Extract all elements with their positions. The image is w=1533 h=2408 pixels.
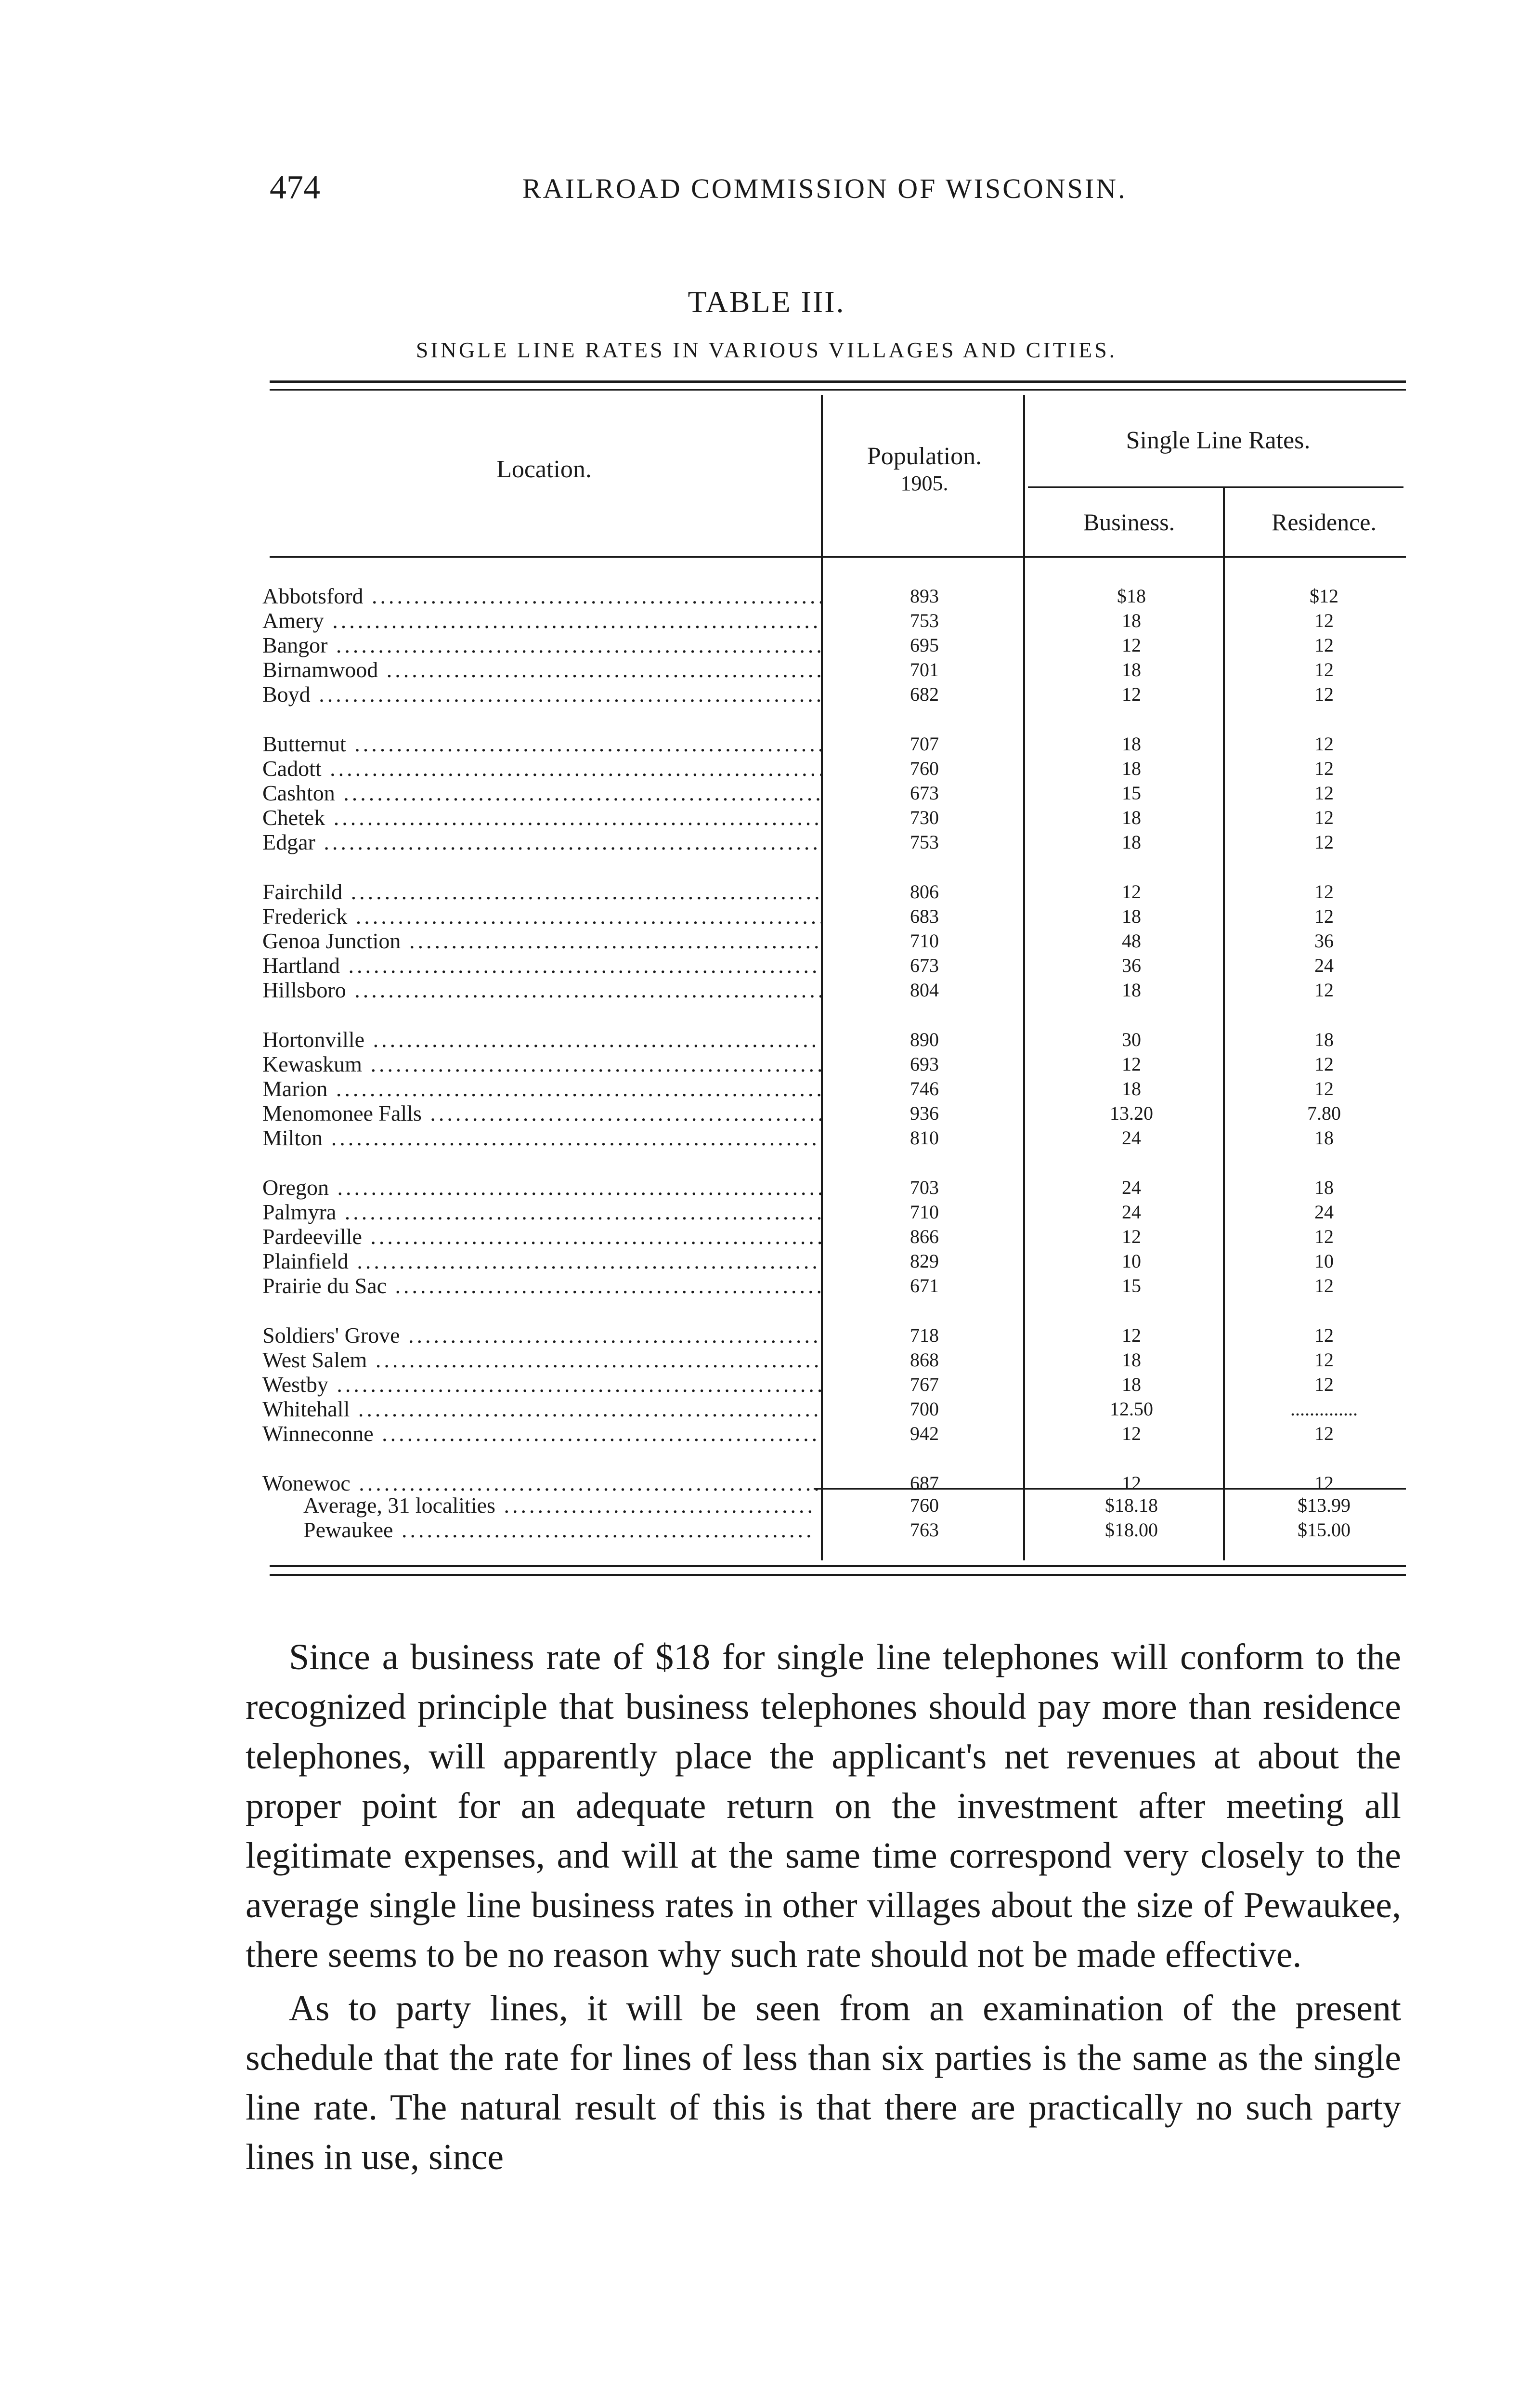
business-rate-cell: 18 [1122, 1349, 1141, 1371]
row-group [0, 1471, 1533, 1495]
business-rate-cell: 18 [1122, 807, 1141, 828]
location-cell: Cashton ..... [262, 781, 821, 805]
location-cell: Bangor ..... [262, 633, 821, 657]
table-row [0, 1175, 1533, 1200]
residence-rate-cell: 7.80 [1307, 1102, 1341, 1124]
population-cell: 893 [910, 585, 939, 607]
residence-rate-cell: $13.99 [1298, 1494, 1351, 1516]
table-row [0, 1421, 1533, 1446]
location-cell: Butternut ..... [262, 732, 821, 756]
business-rate-cell: 18 [1122, 831, 1141, 853]
table-row [0, 904, 1533, 929]
table-row [0, 805, 1533, 830]
residence-rate-cell: 12 [1314, 1053, 1334, 1075]
location-cell: Amery ..... [262, 608, 821, 633]
table-top-rule-2 [270, 389, 1406, 391]
table-row [0, 1273, 1533, 1298]
table-bottom-rule [270, 1565, 1406, 1567]
table-row [0, 1101, 1533, 1125]
table-row [0, 732, 1533, 756]
table-row [0, 953, 1533, 978]
summary-row [0, 1493, 1533, 1518]
business-rate-cell: 24 [1122, 1177, 1141, 1198]
population-cell: 710 [910, 930, 939, 952]
location-cell: Hillsboro ..... [262, 978, 821, 1002]
population-cell: 673 [910, 782, 939, 804]
business-rate-cell: 15 [1122, 782, 1141, 804]
table-row [0, 1372, 1533, 1397]
table-body [0, 584, 1533, 1495]
row-group [0, 879, 1533, 1002]
business-rate-cell: 18 [1122, 905, 1141, 927]
residence-rate-cell: 12 [1314, 610, 1334, 631]
residence-rate-cell: 12 [1314, 1324, 1334, 1346]
residence-rate-cell: 10 [1314, 1250, 1334, 1272]
location-cell: Birnamwood ..... [262, 657, 821, 682]
page-number: 474 [270, 169, 320, 206]
table-row [0, 1027, 1533, 1052]
location-cell: Fairchild ..... [262, 879, 821, 904]
residence-rate-cell: 12 [1314, 807, 1334, 828]
business-rate-cell: 18 [1122, 733, 1141, 755]
residence-rate-cell: 12 [1314, 979, 1334, 1001]
population-cell: 701 [910, 659, 939, 681]
residence-rate-cell: 12 [1314, 1374, 1334, 1395]
location-cell: Hortonville ..... [262, 1027, 821, 1052]
location-cell: Hartland ..... [262, 953, 821, 978]
location-cell: Soldiers' Grove ..... [262, 1323, 821, 1348]
header-population-year: 1905. [900, 471, 948, 495]
business-rate-cell: 30 [1122, 1029, 1141, 1050]
residence-rate-cell: $15.00 [1298, 1519, 1351, 1541]
table-title: TABLE III. [688, 285, 845, 319]
population-cell: 763 [910, 1519, 939, 1541]
location-cell: Chetek ..... [262, 805, 821, 830]
business-rate-cell: 12 [1122, 683, 1141, 705]
business-rate-cell: 18 [1122, 1374, 1141, 1395]
population-cell: 682 [910, 683, 939, 705]
table-row [0, 1323, 1533, 1348]
residence-rate-cell: 12 [1314, 758, 1334, 779]
paragraph: Since a business rate of $18 for single line telephones will conform to the recognized principle that business telephones should pay more than residence telephones, will apparently place the applicant's net revenues at about the proper point for an adequate return on the investment after meeting all legitimate expenses, and will at the same time correspond very closely to the average single line business rates in other villages about the size of Pewaukee, there seems to be no reason why such rate should not be made effective. [246, 1637, 1401, 1975]
population-cell: 693 [910, 1053, 939, 1075]
residence-rate-cell: 18 [1314, 1029, 1334, 1050]
location-cell: Palmyra ..... [262, 1200, 821, 1224]
population-cell: 707 [910, 733, 939, 755]
table-row [0, 1348, 1533, 1372]
population-cell: 942 [910, 1423, 939, 1444]
table-row [0, 1076, 1533, 1101]
residence-rate-cell: 36 [1314, 930, 1334, 952]
population-cell: 760 [910, 758, 939, 779]
location-cell: Menomonee Falls ..... [262, 1101, 821, 1125]
business-rate-cell: 12 [1122, 1226, 1141, 1247]
location-cell: Average, 31 localities ..... [303, 1493, 814, 1518]
business-rate-cell: 12 [1122, 1324, 1141, 1346]
population-cell: 866 [910, 1226, 939, 1247]
residence-rate-cell: 12 [1314, 1349, 1334, 1371]
population-cell: 753 [910, 831, 939, 853]
business-rate-cell: 15 [1122, 1275, 1141, 1296]
table-row [0, 633, 1533, 657]
population-cell: 687 [910, 1472, 939, 1494]
table-row [0, 1397, 1533, 1421]
residence-rate-cell: 12 [1314, 831, 1334, 853]
location-cell: Edgar ..... [262, 830, 821, 854]
residence-rate-cell: 12 [1314, 782, 1334, 804]
residence-rate-cell: 24 [1314, 955, 1334, 976]
population-cell: 804 [910, 979, 939, 1001]
population-cell: 868 [910, 1349, 939, 1371]
business-rate-cell: 24 [1122, 1127, 1141, 1149]
table-row [0, 682, 1533, 707]
location-cell: Kewaskum ..... [262, 1052, 821, 1076]
population-cell: 703 [910, 1177, 939, 1198]
business-rate-cell: 36 [1122, 955, 1141, 976]
residence-rate-cell: 12 [1314, 1078, 1334, 1099]
population-cell: 710 [910, 1201, 939, 1223]
header-bottom-rule [270, 556, 1406, 558]
business-rate-cell: 12.50 [1110, 1398, 1153, 1420]
business-rate-cell: 24 [1122, 1201, 1141, 1223]
business-rate-cell: 12 [1122, 1053, 1141, 1075]
population-cell: 671 [910, 1275, 939, 1296]
business-rate-cell: 18 [1122, 758, 1141, 779]
population-cell: 806 [910, 881, 939, 903]
residence-rate-cell: 12 [1314, 1423, 1334, 1444]
location-cell: Boyd ..... [262, 682, 821, 707]
business-rate-cell: 12 [1122, 634, 1141, 656]
population-cell: 753 [910, 610, 939, 631]
location-cell: Abbotsford ..... [262, 584, 821, 608]
business-rate-cell: $18 [1117, 585, 1146, 607]
location-cell: Genoa Junction ..... [262, 929, 821, 953]
table-row [0, 1200, 1533, 1224]
location-cell: Frederick ..... [262, 904, 821, 929]
row-group [0, 1323, 1533, 1446]
table-row [0, 978, 1533, 1002]
table-summary [0, 1493, 1533, 1542]
business-rate-cell: 48 [1122, 930, 1141, 952]
location-cell: Oregon ..... [262, 1175, 821, 1200]
location-cell: Pewaukee ..... [303, 1518, 814, 1542]
page-header [0, 169, 1533, 207]
business-rate-cell: $18.00 [1105, 1519, 1158, 1541]
row-group [0, 732, 1533, 854]
header-single-line-rates: Single Line Rates. [1126, 427, 1311, 454]
business-rate-cell: 18 [1122, 610, 1141, 631]
business-rate-cell: 12 [1122, 1472, 1141, 1494]
population-cell: 718 [910, 1324, 939, 1346]
rates-divider-rule [1028, 486, 1403, 488]
paragraph: As to party lines, it will be seen from an examination of the present schedule that the rate for lines of less than six parties is the same as the single line rate. The natural result of this is that there are practically no such party lines in use, since [246, 1988, 1401, 2177]
business-rate-cell: 12 [1122, 1423, 1141, 1444]
business-rate-cell: 10 [1122, 1250, 1141, 1272]
table-row [0, 756, 1533, 781]
table-row [0, 781, 1533, 805]
business-rate-cell: 12 [1122, 881, 1141, 903]
location-cell: Milton ..... [262, 1125, 821, 1150]
residence-rate-cell: $12 [1310, 585, 1338, 607]
residence-rate-cell: 24 [1314, 1201, 1334, 1223]
residence-rate-cell: 12 [1314, 1275, 1334, 1296]
population-cell: 683 [910, 905, 939, 927]
population-cell: 760 [910, 1494, 939, 1516]
population-cell: 810 [910, 1127, 939, 1149]
table-row [0, 1224, 1533, 1249]
running-head: RAILROAD COMMISSION OF WISCONSIN. [522, 173, 1127, 204]
residence-rate-cell: 12 [1314, 659, 1334, 681]
location-cell: Prairie du Sac ..... [262, 1273, 821, 1298]
residence-rate-cell: 12 [1314, 905, 1334, 927]
business-rate-cell: 18 [1122, 659, 1141, 681]
business-rate-cell: $18.18 [1105, 1494, 1158, 1516]
row-group [0, 1027, 1533, 1150]
header-residence: Residence. [1272, 509, 1377, 536]
location-cell: Winneconne ..... [262, 1421, 821, 1446]
residence-rate-cell: 12 [1314, 881, 1334, 903]
summary-row [0, 1518, 1533, 1542]
residence-rate-cell: 12 [1314, 733, 1334, 755]
location-cell: Plainfield ..... [262, 1249, 821, 1273]
residence-rate-cell: 18 [1314, 1127, 1334, 1149]
business-rate-cell: 18 [1122, 1078, 1141, 1099]
population-cell: 890 [910, 1029, 939, 1050]
table-subtitle: SINGLE LINE RATES IN VARIOUS VILLAGES AND CITIES. [416, 338, 1117, 362]
population-cell: 746 [910, 1078, 939, 1099]
location-cell: Marion ..... [262, 1076, 821, 1101]
location-cell: Cadott ..... [262, 756, 821, 781]
population-cell: 673 [910, 955, 939, 976]
header-population-label: Population. [867, 443, 982, 470]
residence-rate-cell: 12 [1314, 1226, 1334, 1247]
row-group [0, 1175, 1533, 1298]
table-row [0, 830, 1533, 854]
header-population [828, 443, 1021, 497]
residence-rate-cell: 12 [1314, 634, 1334, 656]
location-cell: Wonewoc ..... [262, 1471, 821, 1495]
body-text [246, 1633, 1401, 2186]
location-cell: West Salem ..... [262, 1348, 821, 1372]
table-row [0, 1052, 1533, 1076]
business-rate-cell: 18 [1122, 979, 1141, 1001]
table-row [0, 1249, 1533, 1273]
business-rate-cell: 13.20 [1110, 1102, 1153, 1124]
population-cell: 730 [910, 807, 939, 828]
table-bottom-rule-2 [270, 1574, 1406, 1576]
population-cell: 767 [910, 1374, 939, 1395]
table-row [0, 608, 1533, 633]
location-cell: Whitehall ..... [262, 1397, 821, 1421]
population-cell: 936 [910, 1102, 939, 1124]
residence-rate-cell: .............. [1290, 1398, 1358, 1420]
location-cell: Pardeeville ..... [262, 1224, 821, 1249]
table-row [0, 1471, 1533, 1495]
population-cell: 695 [910, 634, 939, 656]
table-row [0, 879, 1533, 904]
population-cell: 700 [910, 1398, 939, 1420]
table-row [0, 1125, 1533, 1150]
population-cell: 829 [910, 1250, 939, 1272]
header-business: Business. [1083, 509, 1175, 536]
table-row [0, 657, 1533, 682]
residence-rate-cell: 18 [1314, 1177, 1334, 1198]
header-location: Location. [496, 456, 592, 483]
residence-rate-cell: 12 [1314, 683, 1334, 705]
residence-rate-cell: 12 [1314, 1472, 1334, 1494]
location-cell: Westby ..... [262, 1372, 821, 1397]
table-top-rule [270, 380, 1406, 383]
table-row [0, 929, 1533, 953]
row-group [0, 584, 1533, 707]
table-row [0, 584, 1533, 608]
